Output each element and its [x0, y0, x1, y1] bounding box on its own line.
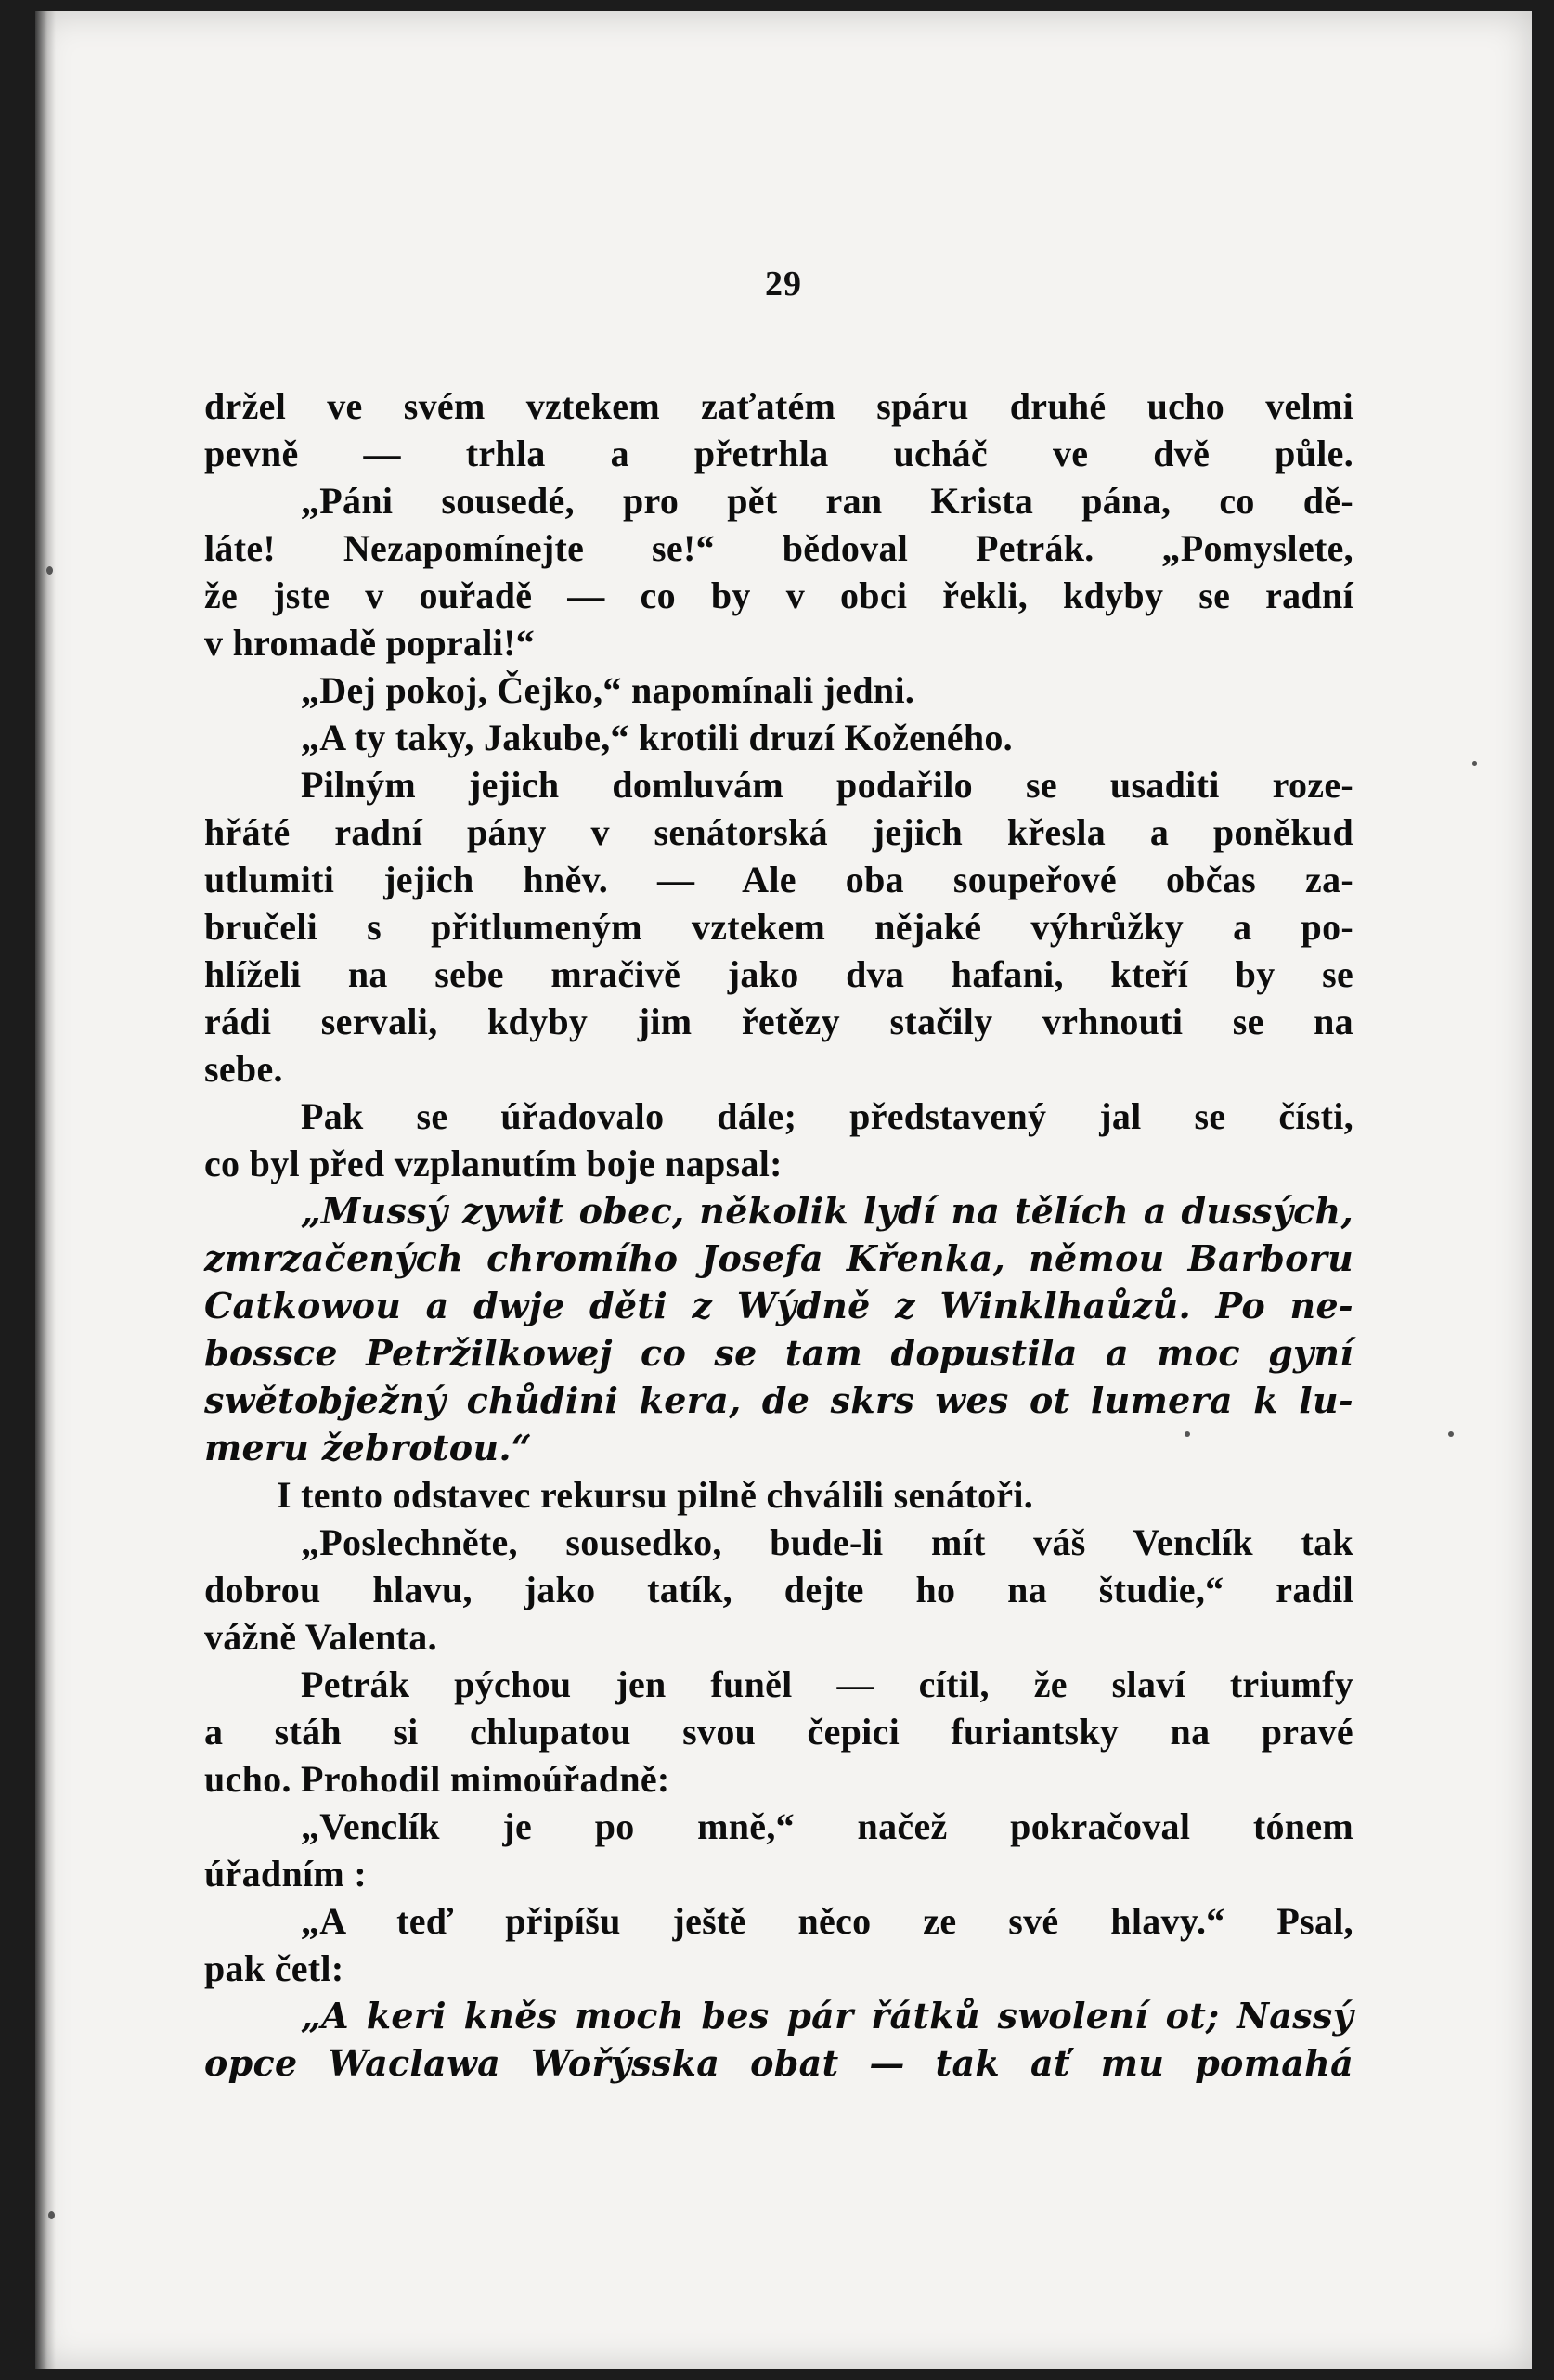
page-number: 29: [765, 265, 802, 304]
text-line: „A ty taky, Jakube,“ krotili druzí Koženého.: [301, 717, 1013, 758]
text-line: v hromadě poprali!“: [204, 622, 536, 664]
text-line: ucho. Prohodil mimoúřadně:: [204, 1758, 670, 1800]
text-line: držel ve svém vztekem zaťatém spáru druhé ucho velmi: [204, 385, 1353, 427]
text-line: Catkowou a dwje děti z Wýdně z Winklhaůzů. Po ne-: [204, 1285, 1353, 1326]
scan-speck: [1185, 1431, 1190, 1437]
text-line: meru žebrotou.“: [204, 1427, 533, 1468]
text-line: láte! Nezapomínejte se!“ bědoval Petrák. „Pomyslete,: [204, 527, 1353, 569]
text-line: Petrák pýchou jen funěl — cítil, že slaví triumfy: [301, 1663, 1353, 1705]
text-line: utlumiti jejich hněv. — Ale oba soupeřové občas za-: [204, 859, 1353, 900]
text-line: Pak se úřadovalo dále; představený jal se čísti,: [301, 1095, 1353, 1137]
text-line: swětobježný chůdini kera, de skrs wes ot lumera k lu-: [204, 1379, 1353, 1421]
text-line: úřadním :: [204, 1853, 367, 1895]
text-line: „Páni sousedé, pro pět ran Krista pána, co dě-: [301, 480, 1353, 522]
scan-speck: [46, 566, 53, 575]
text-line: co byl před vzplanutím boje napsal:: [204, 1143, 783, 1184]
text-line: že jste v ouřadě — co by v obci řekli, kdyby se radní: [204, 575, 1353, 616]
text-line: rádi servali, kdyby jim řetězy stačily vrhnouti se na: [204, 1001, 1353, 1042]
text-line: pak četl:: [204, 1947, 344, 1989]
text-line: bručeli s přitlumeným vztekem nějaké výhrůžky a po-: [204, 906, 1353, 948]
text-line: zmrzačených chromího Josefa Křenka, němou Barboru: [204, 1237, 1353, 1279]
text-line: a stáh si chlupatou svou čepici furiantsky na pravé: [204, 1711, 1353, 1753]
text-line: Pilným jejich domluvám podařilo se usaditi roze-: [301, 764, 1353, 806]
scan-speck: [1472, 761, 1477, 766]
text-line: bossce Petržilkowej co se tam dopustila a moc gyní: [204, 1332, 1353, 1374]
text-line: „Venclík je po mně,“ načež pokračoval tónem: [301, 1805, 1353, 1847]
text-line: I tento odstavec rekursu pilně chválili senátoři.: [277, 1474, 1034, 1516]
text-line: „Dej pokoj, Čejko,“ napomínali jedni.: [301, 669, 915, 711]
text-line: „Poslechněte, sousedko, bude-li mít váš Venclík tak: [301, 1521, 1353, 1563]
page-binding-shadow: [35, 11, 56, 2369]
text-line: hřáté radní pány v senátorská jejich křesla a poněkud: [204, 811, 1353, 853]
body-text: [204, 382, 1353, 2087]
text-line: „Mussý zywit obec, několik lydí na tělích a dussých,: [301, 1190, 1353, 1232]
scan-speck: [48, 2211, 55, 2219]
text-line: „A keri kněs moch bes pár řátků swolení ot; Nassý: [301, 1995, 1353, 2037]
text-line: opce Waclawa Wořýsska obat — tak ať mu pomahá: [204, 2042, 1353, 2084]
book-page: [35, 11, 1532, 2369]
text-line: pevně — trhla a přetrhla ucháč ve dvě půle.: [204, 433, 1353, 474]
text-line: hlíželi na sebe mračivě jako dva hafani, kteří by se: [204, 953, 1353, 995]
text-line: dobrou hlavu, jako tatík, dejte ho na študie,“ radil: [204, 1569, 1353, 1610]
text-line: „A teď připíšu ještě něco ze své hlavy.“ Psal,: [301, 1900, 1353, 1942]
text-line: vážně Valenta.: [204, 1616, 437, 1658]
scan-speck: [1448, 1431, 1454, 1437]
text-line: sebe.: [204, 1048, 283, 1090]
